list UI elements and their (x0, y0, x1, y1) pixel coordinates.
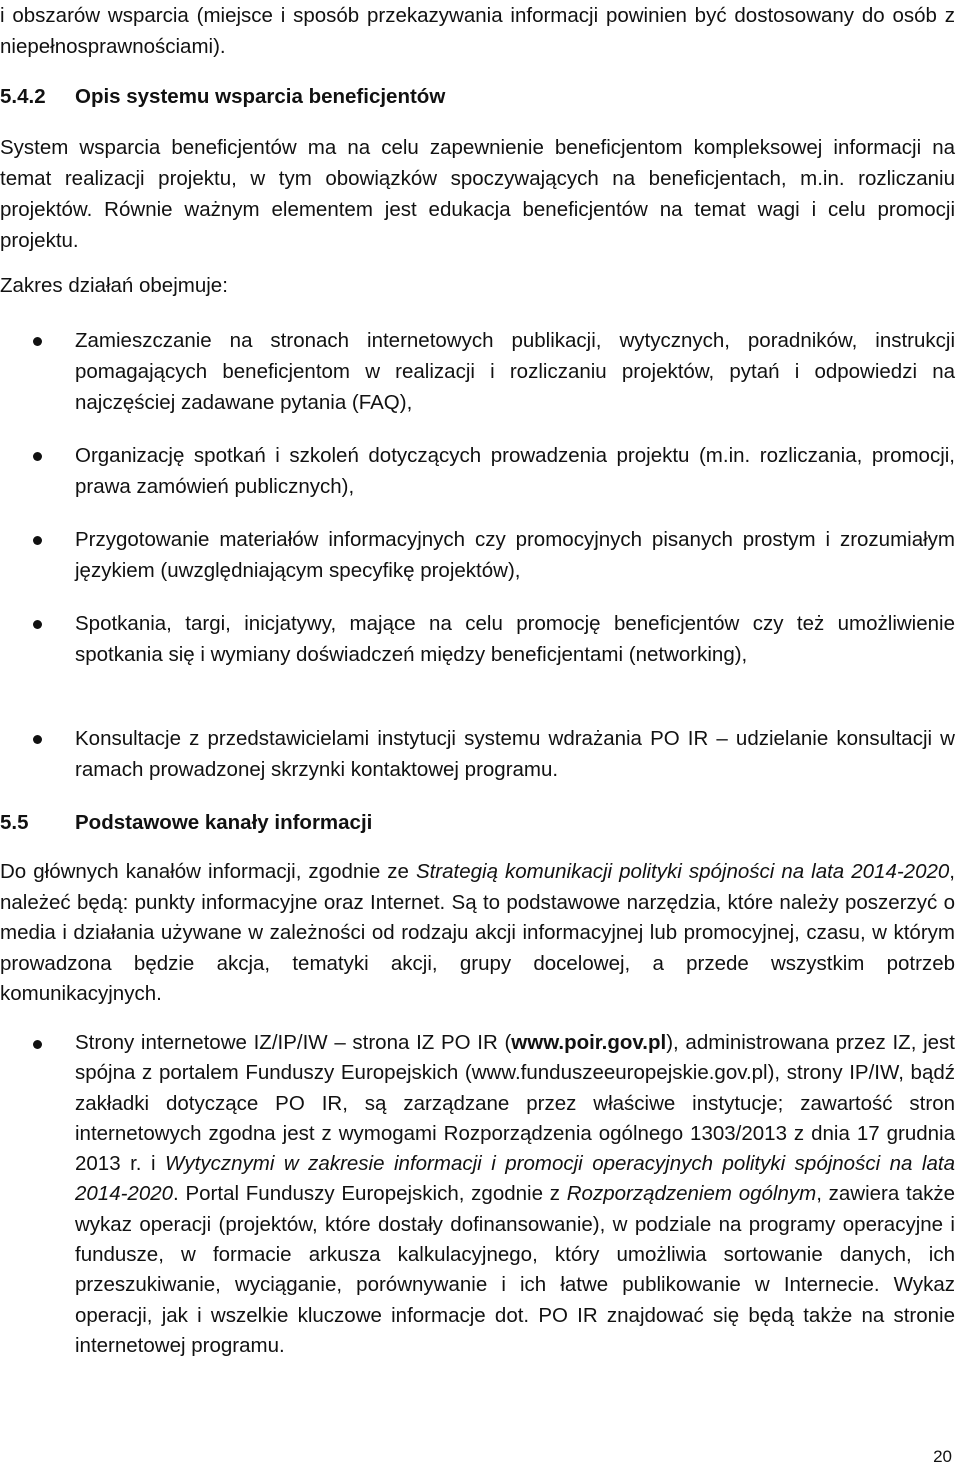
bullet-icon (33, 1040, 42, 1049)
text-run: Do głównych kanałów informacji, zgodnie ze (0, 860, 416, 883)
bullet-icon (33, 337, 42, 346)
section-number: 5.5 (0, 811, 29, 834)
website-link: www.poir.gov.pl (511, 1031, 667, 1054)
list-item (0, 325, 955, 418)
bullet-icon (33, 452, 42, 461)
page-number: 20 (933, 1447, 952, 1466)
list-item (0, 723, 955, 785)
text-run: ), administrowana przez IZ, jest spójna z portalem Funduszy Europejskich (www.funduszeeuropejskie.gov.pl), strony IP/IW, bądź zakładki dotyczące PO IR, są zarządzane przez właściwe instytucje; zawartość stron internetowych zgodna jest z wymogami Rozporządzenia ogólnego 1303/2013 z dnia 17 grudnia 2013 r. i (75, 1031, 955, 1176)
bullet-icon (33, 620, 42, 629)
list-item (0, 524, 955, 586)
list-item-text: Zamieszczanie na stronach internetowych publikacji, wytycznych, poradników, instrukcji pomagających beneficjentom w realizacji i rozliczaniu projektów, pytań i odpowiedzi na najczęściej zadawane pytania (FAQ), (75, 329, 955, 414)
list-item-text: Spotkania, targi, inicjatywy, mające na celu promocję beneficjentów czy też umożliwienie spotkania się i wymiany doświadczeń między beneficjentami (networking), (75, 612, 955, 666)
paragraph-continuation: i obszarów wsparcia (miejsce i sposób przekazywania informacji powinien być dostosowany do osób z niepełnosprawnościami). (0, 4, 955, 58)
section-number: 5.4.2 (0, 85, 46, 108)
text-run: , zawiera także wykaz operacji (projektów, które dostały dofinansowanie), w podziale na programy operacyjne i fundusze, w formacie arkusza kalkulacyjnego, który umożliwia sortowanie danych, ich przeszukiwanie, wyciąganie, porównywanie i ich łatwe publikowanie w Internecie. Wykaz operacji, jak i wszelkie kluczowe informacje dot. PO IR znajdować się będą także na stronie internetowej programu. (75, 1182, 955, 1357)
regulation-title: Rozporządzeniem ogólnym (566, 1182, 817, 1206)
section-title: Podstawowe kanały informacji (75, 811, 373, 834)
section-heading-5-4-2 (0, 85, 445, 109)
text-run: . Portal Funduszy Europejskich, zgodnie z (173, 1182, 567, 1206)
channels-paragraph (0, 857, 955, 1010)
text-run: , należeć będą: punkty informacyjne oraz Internet. Są to podstawowe narzędzia, które należy poszerzyć o media i działania używane w zależności od rodzaju akcji informacyjnej lub promocyjnej, czasu, w którym prowadzona będzie akcja, tematyki akcji, grupy docelowej, a przede wszystkim potrzeb komunikacyjnych. (0, 860, 955, 1005)
bullet-icon (33, 735, 42, 744)
list-item-text: Przygotowanie materiałów informacyjnych czy promocyjnych pisanych prostym i zrozumiałym językiem (uwzględniającym specyfikę projektów), (75, 528, 955, 582)
list-item-text: Konsultacje z przedstawicielami instytucji systemu wdrażania PO IR – udzielanie konsultacji w ramach prowadzonej skrzynki kontaktowej programu. (75, 727, 955, 781)
section-title: Opis systemu wsparcia beneficjentów (75, 85, 446, 108)
list-item-text: Organizację spotkań i szkoleń dotyczących prowadzenia projektu (m.in. rozliczania, promocji, prawa zamówień publicznych), (75, 444, 955, 498)
strategy-title: Strategią komunikacji polityki spójności na lata 2014-2020 (415, 860, 950, 883)
guidelines-title: Wytycznymi w zakresie informacji i promocji operacyjnych polityki spójności na lata 2014-2020 (75, 1152, 955, 1206)
bullet-icon (33, 536, 42, 545)
scope-intro: Zakres działań obejmuje: (0, 274, 228, 297)
list-item (0, 608, 955, 670)
section-heading-5-5 (0, 811, 372, 835)
list-item (0, 1028, 955, 1361)
support-system-paragraph: System wsparcia beneficjentów ma na celu zapewnienie beneficjentom kompleksowej informacji na temat realizacji projektu, w tym obowiązków spoczywających na beneficjentach, m.in. rozliczaniu projektów. Równie ważnym elementem jest edukacja beneficjentów na temat wagi i celu promocji projektu. (0, 136, 955, 252)
text-run: Strony internetowe IZ/IP/IW – strona IZ PO IR ( (75, 1031, 512, 1054)
list-item (0, 440, 955, 502)
list-item-text (75, 1028, 955, 1361)
